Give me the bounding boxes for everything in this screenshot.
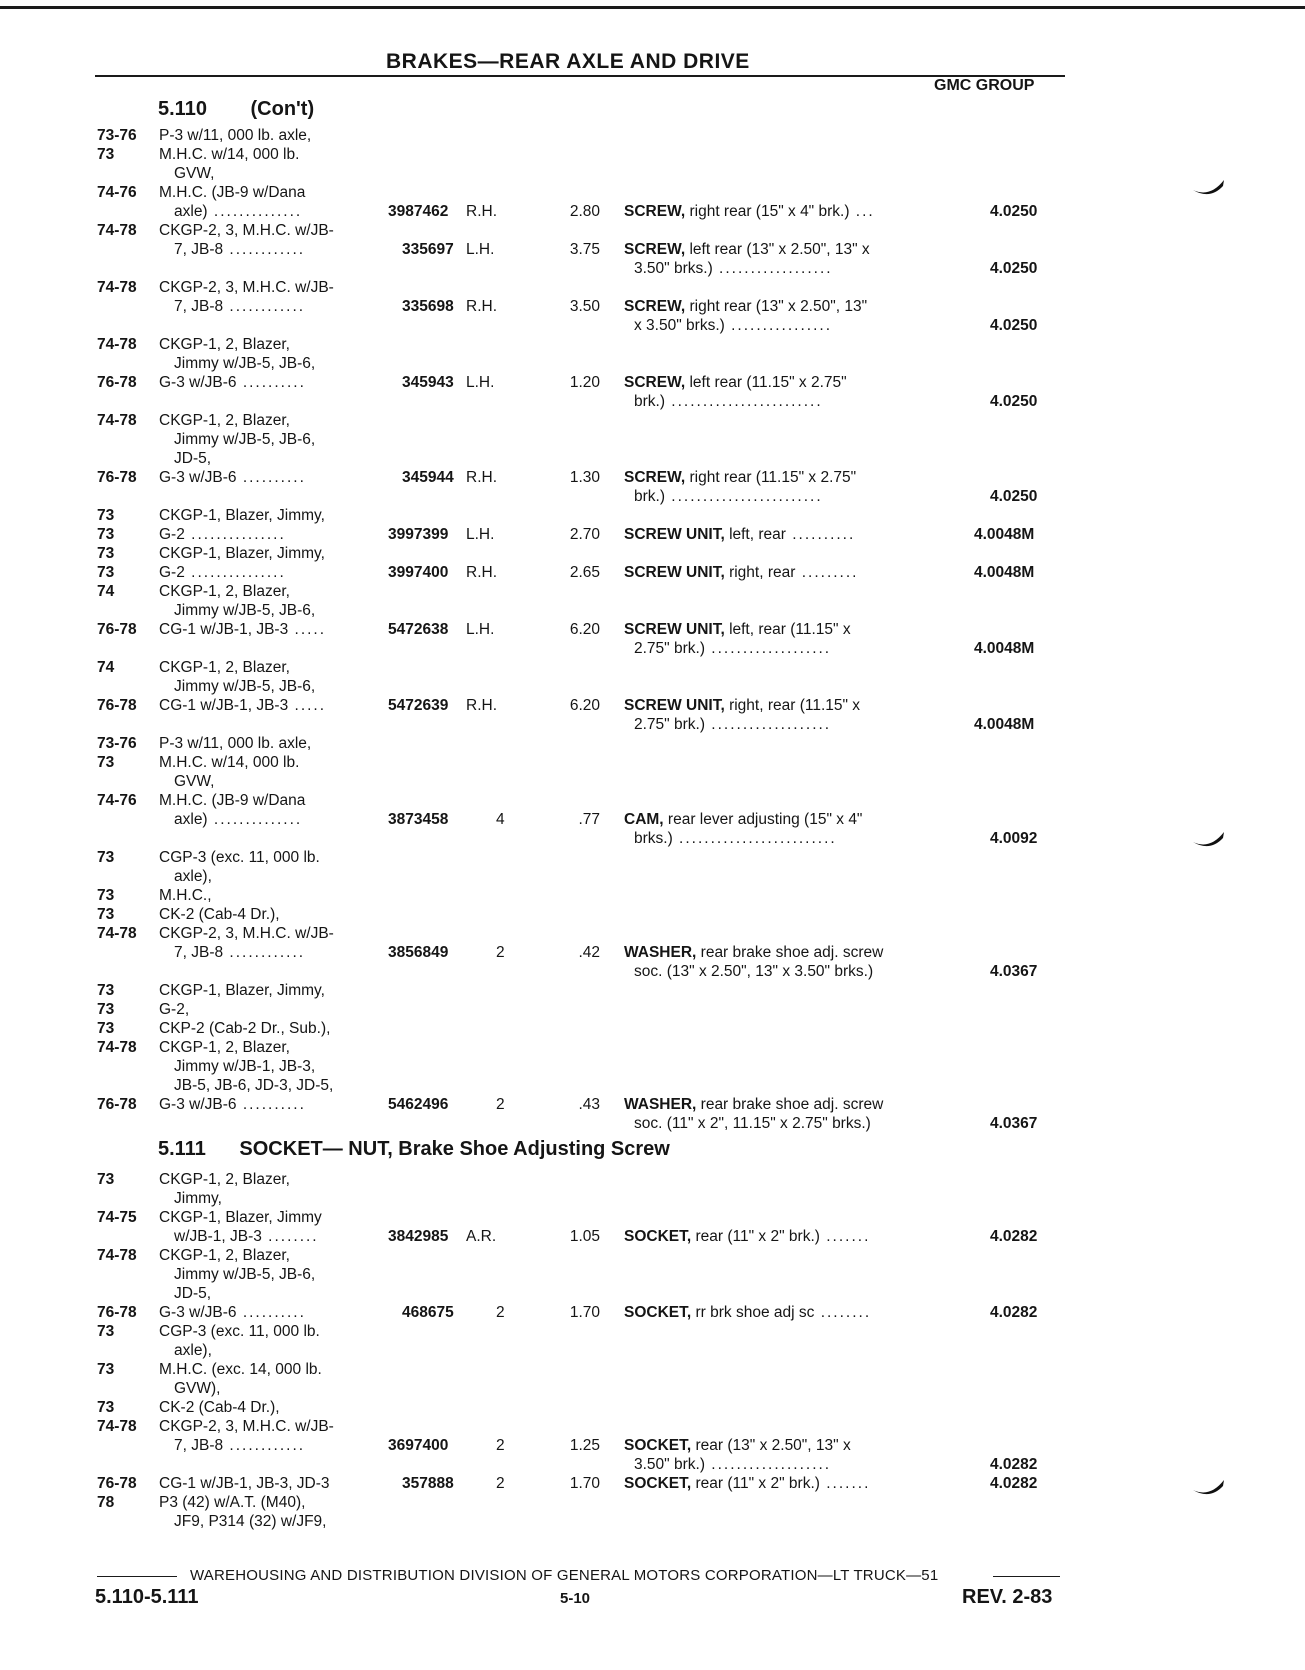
part-description: SOCKET, rr brk shoe adj sc ........ [624, 1304, 872, 1321]
price: .42 [578, 944, 600, 961]
year-range: 73 [97, 146, 115, 163]
quantity: L.H. [466, 241, 495, 258]
year-range: 73 [97, 754, 115, 771]
part-description: SCREW, left rear (11.15" x 2.75" [624, 374, 847, 391]
year-range: 74-78 [97, 336, 137, 353]
quantity: L.H. [466, 374, 495, 391]
part-description: SCREW UNIT, left, rear (11.15" x [624, 621, 851, 638]
model-text: G-3 w/JB-6 .......... [159, 1096, 306, 1113]
page-title: BRAKES—REAR AXLE AND DRIVE [386, 50, 750, 73]
year-range: 73 [97, 1020, 115, 1037]
quantity: L.H. [466, 621, 495, 638]
year-range: 76-78 [97, 1096, 137, 1113]
model-text: CKGP-1, 2, Blazer, [159, 1039, 290, 1056]
year-range: 74-76 [97, 792, 137, 809]
price: 3.50 [569, 298, 600, 315]
model-text: CKGP-1, Blazer, Jimmy [159, 1209, 322, 1226]
quantity: 2 [496, 1437, 505, 1454]
quantity: R.H. [466, 203, 497, 220]
price: .77 [578, 811, 600, 828]
part-description-cont: 2.75" brk.) ................... [634, 640, 832, 657]
year-range: 78 [97, 1494, 115, 1511]
model-text: CKGP-1, 2, Blazer, [159, 583, 290, 600]
quantity: 2 [496, 1304, 505, 1321]
price: 1.20 [569, 374, 600, 391]
part-description: SOCKET, rear (11" x 2" brk.) ....... [624, 1228, 871, 1245]
footer-rule-right [993, 1576, 1060, 1577]
group-label: GMC GROUP [934, 77, 1035, 94]
model-text: axle), [174, 868, 212, 885]
year-range: 76-78 [97, 374, 137, 391]
binder-mark-icon [1192, 830, 1226, 848]
model-text: w/JB-1, JB-3 ........ [174, 1228, 319, 1245]
model-text: Jimmy w/JB-1, JB-3, [174, 1058, 316, 1075]
model-text: Jimmy w/JB-5, JB-6, [174, 678, 316, 695]
model-text: M.H.C., [159, 887, 212, 904]
year-range: 76-78 [97, 697, 137, 714]
model-text: G-2 ............... [159, 526, 286, 543]
top-border-rule [0, 6, 1305, 9]
year-range: 74 [97, 659, 115, 676]
class-code: 4.0048M [974, 564, 1035, 581]
footer-revision: REV. 2-83 [962, 1586, 1053, 1608]
part-description-cont: 2.75" brk.) ................... [634, 716, 832, 733]
model-text: 7, JB-8 ............ [174, 1437, 306, 1454]
year-range: 73 [97, 1399, 115, 1416]
model-text: CKGP-2, 3, M.H.C. w/JB- [159, 222, 334, 239]
part-description: SOCKET, rear (13" x 2.50", 13" x [624, 1437, 851, 1454]
model-text: GVW), [174, 1380, 221, 1397]
model-text: CK-2 (Cab-4 Dr.), [159, 906, 280, 923]
year-range: 73 [97, 1001, 115, 1018]
section-heading-5-111 [158, 1138, 670, 1161]
part-description-cont: 3.50" brks.) .................. [634, 260, 833, 277]
class-code: 4.0250 [990, 317, 1038, 334]
part-number: 3697400 [388, 1437, 449, 1454]
part-description-cont: x 3.50" brks.) ................ [634, 317, 833, 334]
part-description: SCREW, right rear (11.15" x 2.75" [624, 469, 857, 486]
year-range: 74-78 [97, 222, 137, 239]
year-range: 73-76 [97, 735, 137, 752]
year-range: 74-78 [97, 279, 137, 296]
year-range: 73 [97, 507, 115, 524]
model-text: Jimmy, [174, 1190, 222, 1207]
model-text: 7, JB-8 ............ [174, 298, 306, 315]
part-description: WASHER, rear brake shoe adj. screw [624, 1096, 884, 1113]
quantity: R.H. [466, 298, 497, 315]
model-text: M.H.C. (JB-9 w/Dana [159, 184, 306, 201]
part-description: SCREW UNIT, right, rear ......... [624, 564, 859, 581]
class-code: 4.0282 [990, 1228, 1038, 1245]
class-code: 4.0250 [990, 393, 1038, 410]
quantity: R.H. [466, 697, 497, 714]
header-divider [95, 75, 1065, 77]
model-text: CG-1 w/JB-1, JB-3 ..... [159, 621, 327, 638]
model-text: CKGP-2, 3, M.H.C. w/JB- [159, 925, 334, 942]
class-code: 4.0282 [990, 1475, 1038, 1492]
year-range: 73 [97, 1361, 115, 1378]
part-description-cont: soc. (11" x 2", 11.15" x 2.75" brks.) [634, 1115, 871, 1132]
part-description: SOCKET, rear (11" x 2" brk.) ....... [624, 1475, 871, 1492]
class-code: 4.0250 [990, 260, 1038, 277]
model-text: 7, JB-8 ............ [174, 944, 306, 961]
year-range: 76-78 [97, 621, 137, 638]
model-text: G-2 ............... [159, 564, 286, 581]
model-text: axle) .............. [174, 203, 303, 220]
part-description-cont: brks.) ......................... [634, 830, 837, 847]
model-text: JD-5, [174, 1285, 212, 1302]
model-text: Jimmy w/JB-5, JB-6, [174, 1266, 316, 1283]
model-text: JD-5, [174, 450, 212, 467]
year-range: 73 [97, 1171, 115, 1188]
model-text: CKGP-1, 2, Blazer, [159, 659, 290, 676]
price: 1.05 [569, 1228, 600, 1245]
part-number: 345944 [402, 469, 454, 486]
part-description-cont: soc. (13" x 2.50", 13" x 3.50" brks.) [634, 963, 874, 980]
part-number: 335697 [402, 241, 454, 258]
part-number: 3873458 [388, 811, 449, 828]
year-range: 74-78 [97, 1247, 137, 1264]
class-code: 4.0282 [990, 1304, 1038, 1321]
quantity: 2 [496, 944, 505, 961]
year-range: 73-76 [97, 127, 137, 144]
binder-mark-icon [1192, 178, 1226, 196]
model-text: CKGP-1, Blazer, Jimmy, [159, 545, 325, 562]
model-text: JB-5, JB-6, JD-3, JD-5, [174, 1077, 334, 1094]
part-number: 5472639 [388, 697, 449, 714]
class-code: 4.0250 [990, 203, 1038, 220]
year-range: 73 [97, 887, 115, 904]
model-text: CGP-3 (exc. 11, 000 lb. [159, 849, 320, 866]
year-range: 76-78 [97, 469, 137, 486]
part-description-cont: brk.) ........................ [634, 393, 823, 410]
part-number: 468675 [402, 1304, 454, 1321]
price: 1.30 [569, 469, 600, 486]
price: 6.20 [569, 621, 600, 638]
model-text: G-2, [159, 1001, 190, 1018]
price: .43 [578, 1096, 600, 1113]
model-text: M.H.C. (JB-9 w/Dana [159, 792, 306, 809]
price: 2.70 [569, 526, 600, 543]
model-text: CG-1 w/JB-1, JB-3, JD-3 [159, 1475, 330, 1492]
quantity: 4 [496, 811, 505, 828]
part-number: 3856849 [388, 944, 449, 961]
model-text: CKGP-1, 2, Blazer, [159, 1171, 290, 1188]
part-number: 3997400 [388, 564, 449, 581]
model-text: CKGP-1, 2, Blazer, [159, 336, 290, 353]
model-text: CGP-3 (exc. 11, 000 lb. [159, 1323, 320, 1340]
footer-publisher: WAREHOUSING AND DISTRIBUTION DIVISION OF GENERAL MOTORS CORPORATION—LT TRUCK—51 [190, 1567, 939, 1584]
price: 6.20 [569, 697, 600, 714]
price: 1.25 [569, 1437, 600, 1454]
model-text: GVW, [174, 165, 215, 182]
class-code: 4.0048M [974, 526, 1035, 543]
section-number: 5.111 [158, 1138, 206, 1160]
model-text: axle) .............. [174, 811, 303, 828]
section-heading-5-110 [158, 98, 314, 121]
part-description: WASHER, rear brake shoe adj. screw [624, 944, 884, 961]
quantity: 2 [496, 1475, 505, 1492]
class-code: 4.0367 [990, 1115, 1038, 1132]
class-code: 4.0282 [990, 1456, 1038, 1473]
model-text: G-3 w/JB-6 .......... [159, 469, 306, 486]
year-range: 73 [97, 906, 115, 923]
part-description-cont: 3.50" brk.) ................... [634, 1456, 832, 1473]
year-range: 73 [97, 564, 115, 581]
quantity: R.H. [466, 564, 497, 581]
model-text: G-3 w/JB-6 .......... [159, 374, 306, 391]
year-range: 74-75 [97, 1209, 137, 1226]
model-text: CKGP-1, Blazer, Jimmy, [159, 982, 325, 999]
model-text: P-3 w/11, 000 lb. axle, [159, 127, 312, 144]
part-number: 3997399 [388, 526, 449, 543]
model-text: JF9, P314 (32) w/JF9, [174, 1513, 327, 1530]
section-title: (Con't) [250, 98, 315, 120]
model-text: CKGP-1, 2, Blazer, [159, 412, 290, 429]
year-range: 74 [97, 583, 115, 600]
part-number: 3842985 [388, 1228, 449, 1245]
class-code: 4.0048M [974, 716, 1035, 733]
part-description: SCREW, left rear (13" x 2.50", 13" x [624, 241, 870, 258]
binder-mark-icon [1192, 1478, 1226, 1496]
price: 2.80 [569, 203, 600, 220]
model-text: M.H.C. w/14, 000 lb. [159, 146, 300, 163]
price: 1.70 [569, 1304, 600, 1321]
part-number: 3987462 [388, 203, 449, 220]
part-description: SCREW, right rear (15" x 4" brk.) ... [624, 203, 875, 220]
footer-section-range: 5.110-5.111 [95, 1586, 199, 1608]
year-range: 74-78 [97, 1418, 137, 1435]
section-number: 5.110 [158, 98, 207, 120]
footer-page-number: 5-10 [560, 1590, 591, 1607]
year-range: 74-78 [97, 1039, 137, 1056]
model-text: Jimmy w/JB-5, JB-6, [174, 602, 316, 619]
quantity: L.H. [466, 526, 495, 543]
year-range: 73 [97, 1323, 115, 1340]
model-text: P3 (42) w/A.T. (M40), [159, 1494, 306, 1511]
part-number: 5462496 [388, 1096, 449, 1113]
year-range: 74-76 [97, 184, 137, 201]
class-code: 4.0092 [990, 830, 1038, 847]
quantity: R.H. [466, 469, 497, 486]
part-number: 345943 [402, 374, 454, 391]
class-code: 4.0250 [990, 488, 1038, 505]
model-text: CKP-2 (Cab-2 Dr., Sub.), [159, 1020, 331, 1037]
part-description: SCREW UNIT, right, rear (11.15" x [624, 697, 861, 714]
part-number: 5472638 [388, 621, 449, 638]
model-text: P-3 w/11, 000 lb. axle, [159, 735, 312, 752]
year-range: 76-78 [97, 1475, 137, 1492]
model-text: 7, JB-8 ............ [174, 241, 306, 258]
model-text: CK-2 (Cab-4 Dr.), [159, 1399, 280, 1416]
model-text: CG-1 w/JB-1, JB-3 ..... [159, 697, 327, 714]
section-title: SOCKET— NUT, Brake Shoe Adjusting Screw [239, 1138, 670, 1160]
year-range: 73 [97, 982, 115, 999]
part-number: 335698 [402, 298, 454, 315]
model-text: G-3 w/JB-6 .......... [159, 1304, 306, 1321]
quantity: A.R. [466, 1228, 497, 1245]
quantity: 2 [496, 1096, 505, 1113]
part-description: CAM, rear lever adjusting (15" x 4" [624, 811, 863, 828]
class-code: 4.0048M [974, 640, 1035, 657]
model-text: M.H.C. w/14, 000 lb. [159, 754, 300, 771]
year-range: 73 [97, 849, 115, 866]
year-range: 74-78 [97, 925, 137, 942]
part-description-cont: brk.) ........................ [634, 488, 823, 505]
price: 2.65 [569, 564, 600, 581]
model-text: CKGP-2, 3, M.H.C. w/JB- [159, 1418, 334, 1435]
part-number: 357888 [402, 1475, 454, 1492]
model-text: M.H.C. (exc. 14, 000 lb. [159, 1361, 322, 1378]
year-range: 73 [97, 526, 115, 543]
footer-rule-left [97, 1576, 177, 1577]
model-text: CKGP-1, Blazer, Jimmy, [159, 507, 325, 524]
year-range: 74-78 [97, 412, 137, 429]
part-description: SCREW UNIT, left, rear .......... [624, 526, 856, 543]
year-range: 73 [97, 545, 115, 562]
model-text: axle), [174, 1342, 212, 1359]
model-text: Jimmy w/JB-5, JB-6, [174, 431, 316, 448]
model-text: GVW, [174, 773, 215, 790]
price: 3.75 [569, 241, 600, 258]
model-text: CKGP-2, 3, M.H.C. w/JB- [159, 279, 334, 296]
model-text: CKGP-1, 2, Blazer, [159, 1247, 290, 1264]
part-description: SCREW, right rear (13" x 2.50", 13" [624, 298, 868, 315]
class-code: 4.0367 [990, 963, 1038, 980]
price: 1.70 [569, 1475, 600, 1492]
model-text: Jimmy w/JB-5, JB-6, [174, 355, 316, 372]
year-range: 76-78 [97, 1304, 137, 1321]
